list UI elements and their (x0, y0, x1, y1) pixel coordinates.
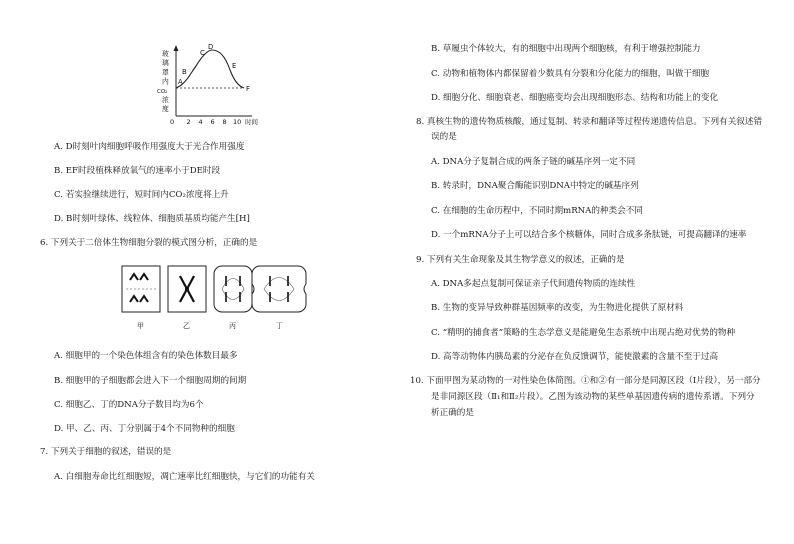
x-tick-label: 8 (222, 118, 227, 126)
q5-option-d[interactable]: D. B时刻叶绿体、线粒体、细胞质基质均能产生[H] (54, 214, 250, 224)
y-axis-label-char: 玻 (162, 50, 169, 58)
q6-stem: 6. 下列关于二倍体生物细胞分裂的模式图分析，正确的是 (40, 238, 258, 248)
point-label-d: D (208, 44, 214, 51)
x-axis-unit: 时间 (245, 118, 258, 126)
q8-option-d[interactable]: D. 一个mRNA分子上可以结合多个核糖体，同时合成多条肽链，可提高翻译的速率 (431, 230, 747, 240)
origin-label: 0 (170, 118, 175, 126)
q6-option-a[interactable]: A. 细胞甲的一个染色体组含有的染色体数目最多 (54, 351, 238, 361)
cell-label-ding: 丁 (276, 322, 283, 330)
q8-option-c[interactable]: C. 在细胞的生命历程中，不同时期mRNA的种类会不同 (431, 206, 643, 216)
q7-option-b[interactable]: B. 草履虫个体较大，有的细胞中出现两个细胞核，有利于增强控制能力 (431, 44, 701, 54)
q10-stem-line3: 析正确的是 (431, 408, 474, 418)
q5-option-a[interactable]: A. D时刻叶肉细胞呼吸作用强度大于光合作用强度 (54, 142, 245, 152)
y-axis-label (157, 49, 169, 113)
co2-curve-graph (148, 44, 268, 126)
q7-stem: 7. 下列关于细胞的叙述，错误的是 (40, 447, 172, 457)
q9-option-d[interactable]: D. 高等动物体内胰岛素的分泌存在负反馈调节，能使激素的含量不至于过高 (431, 352, 719, 362)
x-tick-label: 2 (186, 118, 191, 126)
q8-option-a[interactable]: A. DNA分子复制合成的两条子链的碱基序列一定不同 (431, 157, 636, 167)
q7-option-c[interactable]: C. 动物和植物体内都保留着少数具有分裂和分化能力的细胞，叫做干细胞 (431, 69, 710, 79)
point-label-b: B (182, 68, 187, 76)
cell-bing (214, 266, 252, 312)
y-axis-label-char: 度 (162, 105, 169, 114)
q8-stem-line2: 误的是 (431, 132, 457, 142)
q7-option-a[interactable]: A. 白细胞寿命比红细胞短，凋亡速率比红细胞快，与它们的功能有关 (54, 472, 315, 482)
x-tick-label: 6 (210, 118, 215, 126)
q9-option-c[interactable]: C. “精明的捕食者”策略的生态学意义是能避免生态系统中出现占绝对优势的物种 (431, 328, 736, 338)
point-label-e: E (232, 62, 237, 70)
q10-stem-line1: 10. 下面甲图为某动物的一对性染色体简图。①和②有一部分是同源区段（Ⅰ片段），另一部分 (410, 376, 761, 386)
point-label-a: A (178, 78, 183, 86)
y-axis-label-char: 内 (162, 77, 169, 86)
q6-option-d[interactable]: D. 甲、乙、丙、丁分别属于4个不同物种的细胞 (54, 424, 235, 434)
y-axis-label-char: 浓 (162, 96, 169, 104)
q6-option-c[interactable]: C. 细胞乙、丁的DNA分子数目均为6个 (54, 400, 204, 410)
cell-label-bing: 丙 (229, 322, 236, 330)
q9-stem: 9. 下列有关生命现象及其生物学意义的叙述，正确的是 (416, 255, 625, 265)
y-axis-label-char: 罩 (162, 68, 169, 77)
point-label-f: F (246, 85, 250, 93)
point-label-c: C (200, 49, 205, 57)
y-axis-label-char: CO₂ (157, 88, 168, 95)
y-axis-label-char: 璃 (162, 59, 169, 68)
q9-option-b[interactable]: B. 生物的变异导致种群基因频率的改变，为生物进化提供了原材料 (431, 303, 684, 313)
q6-option-b[interactable]: B. 细胞甲的子细胞都会进入下一个细胞周期的间期 (54, 376, 247, 386)
q8-option-b[interactable]: B. 转录时，DNA聚合酶能识别DNA中特定的碱基序列 (431, 181, 639, 191)
q5-option-b[interactable]: B. EF时段植株释放氧气的速率小于DE时段 (54, 166, 221, 176)
q10-stem-line2: 是非同源区段（Ⅱ₁和Ⅱ₂片段）。乙图为该动物的某些单基因遗传病的遗传系谱。下列分 (431, 392, 755, 402)
q8-stem-line1: 8. 真核生物的遗传物质核酸，通过复制、转录和翻译等过程传递遗传信息。下列有关叙述错 (416, 117, 763, 127)
q7-option-d[interactable]: D. 细胞分化、细胞衰老、细胞癌变均会出现细胞形态、结构和功能上的变化 (431, 93, 719, 103)
x-tick-label: 10 (233, 118, 242, 126)
cell-yi (168, 266, 206, 312)
cell-jia (122, 266, 160, 312)
x-tick-label: 4 (198, 118, 203, 126)
cell-label-jia: 甲 (137, 322, 144, 330)
q9-option-a[interactable]: A. DNA多起点复制可保证亲子代间遗传物质的连续性 (431, 279, 636, 289)
cell-label-yi: 乙 (183, 322, 190, 330)
q5-option-c[interactable]: C. 若实验继续进行，短时间内CO₂浓度将上升 (54, 190, 229, 200)
cell-ding (252, 266, 306, 312)
